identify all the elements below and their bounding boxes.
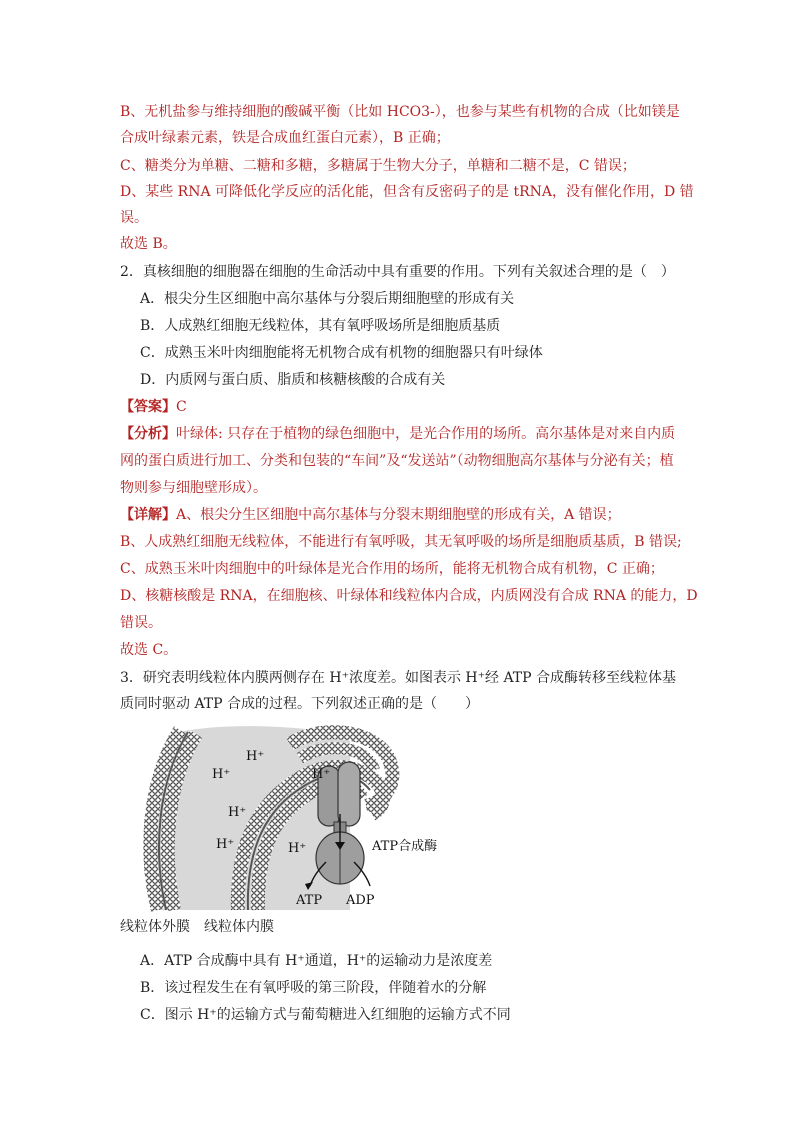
atp-label: ATP <box>296 893 323 908</box>
analysis-text: 叶绿体: 只存在于植物的绿色细胞中，是光合作用的场所。高尔基体是对来自内质 <box>176 426 676 442</box>
text-line: 合成叶绿素元素，铁是合成血红蛋白元素），B 正确； <box>120 130 450 146</box>
question-3-stem: 质同时驱动 ATP 合成的过程。下列叙述正确的是（ ） <box>120 696 480 712</box>
enzyme-label: ATP合成酶 <box>372 839 438 854</box>
question-2-option-a: A．根尖分生区细胞中高尔基体与分裂后期细胞壁的形成有关 <box>140 291 515 307</box>
question-3-option-c: C．图示 H⁺的运输方式与葡萄糖进入红细胞的运输方式不同 <box>140 1007 511 1023</box>
detail-text: A、根尖分生区细胞中高尔基体与分裂末期细胞壁的形成有关，A 错误； <box>176 507 621 523</box>
detail-line: 错误。 <box>120 615 162 631</box>
question-2-option-d: D．内质网与蛋白质、脂质和核糖核酸的合成有关 <box>140 372 446 388</box>
detail-line: B、人成熟红细胞无线粒体，不能进行有氧呼吸，其无氧呼吸的场所是细胞质基质，B 错误; <box>120 534 682 550</box>
text-line: C、糖类分为单糖、二糖和多糖，多糖属于生物大分子，单糖和二糖不是，C 错误； <box>120 158 636 174</box>
text-line: 故选 B。 <box>120 236 177 252</box>
answer-tag: 【答案】 <box>120 399 176 415</box>
answer-value: C <box>176 399 187 415</box>
analysis-line: 网的蛋白质进行加工、分类和包装的“车间”及“发送站”（动物细胞高尔基体与分泌有关；植 <box>120 453 674 469</box>
adp-label: ADP <box>346 893 375 908</box>
detail-line: D、核糖核酸是 RNA，在细胞核、叶绿体和线粒体内合成，内质网没有合成 RNA 的能力，D <box>120 588 698 604</box>
text-line: 误。 <box>120 210 148 226</box>
question-2-option-c: C．成熟玉米叶肉细胞能将无机物合成有机物的细胞器只有叶绿体 <box>140 345 543 361</box>
question-3-option-a: A．ATP 合成酶中具有 H⁺通道，H⁺的运输动力是浓度差 <box>140 953 493 969</box>
h-plus-label: H⁺ <box>216 837 235 852</box>
figure-caption: 线粒体外膜 线粒体内膜 <box>120 919 274 935</box>
analysis-line <box>120 423 675 445</box>
detail-line <box>120 504 621 526</box>
h-plus-label: H⁺ <box>288 841 307 856</box>
question-3-option-b: B．该过程发生在有氧呼吸的第三阶段，伴随着水的分解 <box>140 980 487 996</box>
question-2-option-b: B．人成熟红细胞无线粒体，其有氧呼吸场所是细胞质基质 <box>140 318 501 334</box>
conclusion-line: 故选 C。 <box>120 642 178 658</box>
text-line: D、某些 RNA 可降低化学反应的活化能，但含有反密码子的是 tRNA，没有催化作用，D 错 <box>120 184 694 200</box>
text-line: B、无机盐参与维持细胞的酸碱平衡（比如 HCO3-），也参与某些有机物的合成（比如镁是 <box>120 104 680 120</box>
h-plus-label: H⁺ <box>228 805 247 820</box>
analysis-line: 物则参与细胞壁形成）。 <box>120 480 267 496</box>
answer-line <box>120 396 187 418</box>
h-plus-label: H⁺ <box>246 749 265 764</box>
question-3-stem: 3．研究表明线粒体内膜两侧存在 H⁺浓度差。如图表示 H⁺经 ATP 合成酶转移至线粒体基 <box>120 670 677 686</box>
mitochondria-atp-synthase-figure <box>140 722 470 912</box>
h-plus-label: H⁺ <box>212 767 231 782</box>
h-plus-label: H⁺ <box>312 767 331 782</box>
detail-line: C、成熟玉米叶肉细胞中的叶绿体是光合作用的场所，能将无机物合成有机物，C 正确； <box>120 561 664 577</box>
question-2-stem: 2．真核细胞的细胞器在细胞的生命活动中具有重要的作用。下列有关叙述合理的是（ ） <box>120 264 675 280</box>
detail-tag: 【详解】 <box>120 507 176 523</box>
analysis-tag: 【分析】 <box>120 426 176 442</box>
